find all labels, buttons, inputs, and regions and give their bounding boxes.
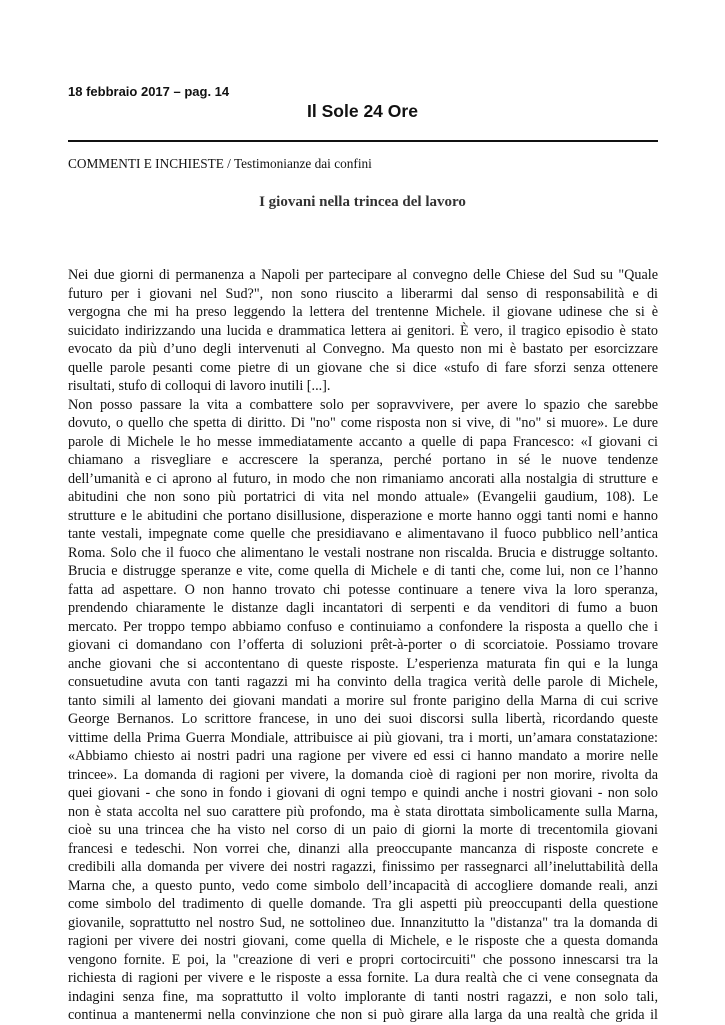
article-line: come simbolo del tradimento di quelle domande. Tra gli aspetti più preoccupanti della questione — [68, 896, 658, 912]
article-line: dovuto, o quello che spetta di diritto. Di "no" come risposta non si vive, di "no" si muore». Le dure — [68, 415, 658, 431]
article-line: cioè su una trincea che ha visto nel corso di un paio di giorni la morte di trecentomila giovani — [68, 822, 658, 838]
article-line: non è stata accolta nel suo carattere più profondo, ma è stata dirottata simbolicamente sulla Marna, — [68, 803, 658, 820]
article-line: Non posso passare la vita a combattere solo per sopravvivere, per avere lo spazio che sarebbe — [68, 396, 658, 413]
article-line: anche giovani che si accontentano di queste risposte. L’esperienza maturata fin qui e la lunga — [68, 655, 658, 672]
article-line: richiesta di ragioni per vivere e le risposte a essa fornite. La dura realtà che ci vene consegnata da — [68, 970, 658, 986]
article-line: francesi e tedeschi. Non vorrei che, dinanzi alla preoccupante mancanza di risposte concrete e — [68, 840, 658, 857]
article-line: consuetudine avuta con tanti ragazzi mi ha convinto della tragica verità delle parole di Michele, — [68, 674, 658, 690]
article-line: abitudini che non sono più portatrici di vita nel mondo attuale» (Evangelii gaudium, 108). Le — [68, 489, 658, 505]
article-line: Nei due giorni di permanenza a Napoli per partecipare al convegno delle Chiese del Sud su "Quale — [68, 267, 658, 283]
article-line: risultati, stufo di colloqui di lavoro inutili [...]. — [68, 378, 331, 394]
date-page-label: 18 febbraio 2017 – pag. 14 — [68, 84, 230, 99]
article-line: giovani ci domandano con l’offerta di soluzioni prêt-à-porter o di scorciatoie. Possiamo trovare — [68, 637, 658, 653]
article-line: trincee». La domanda di ragioni per vivere, la domanda cioè di ragioni per non morire, rivolta da — [68, 766, 658, 783]
article-line: credibili alla domanda per vivere dei nostri ragazzi, finissimo per rassegnarci all’ineluttabilità della — [68, 859, 658, 875]
section-label: COMMENTI E INCHIESTE / Testimonianze dai confini — [68, 156, 372, 171]
article-line: futuro per i giovani nel Sud?", non sono riuscito a liberarmi dal senso di responsabilità e di — [68, 285, 658, 302]
article-line: tanto simili al lamento dei giovani mandati a morire sul fronte parigino della Marna di cui scrive — [68, 692, 658, 709]
article-line: fatta ad aspettare. O non hanno trovato chi potesse continuare a tenere viva la loro speranza, — [68, 581, 658, 598]
article-line: evocato da più d’uno degli intervenuti al Convegno. Ma questo non mi è bastato per esorcizzare — [68, 341, 658, 357]
article-line: mercato. Per troppo tempo abbiamo confuso e continuiamo a confondere la risposta a quello che i — [68, 618, 658, 635]
article-line: indagini senza fine, ma soprattutto il volto implorante di tanti nostri ragazzi, e non solo tali, — [68, 988, 658, 1005]
article-line: vittime della Prima Guerra Mondiale, attribuisce ai più giovani, tra i morti, un’amara constatazione: — [68, 729, 658, 746]
article-body — [68, 266, 658, 1025]
article-line: chiamano a risvegliare e accrescere la speranza, perché portano in sé le nuove tendenze — [68, 452, 658, 468]
article-headline: I giovani nella trincea del lavoro — [259, 194, 466, 210]
article-line: giovanile, soprattutto nel nostro Sud, ne sottolineo due. Innanzitutto la "distanza" tra la domanda di — [68, 914, 658, 931]
article-line: vergogna che mi ha preso leggendo la lettera del trentenne Michele. il giovane udinese che si è — [68, 304, 658, 320]
article-line: dell’umanità e ci aprono al futuro, in modo che non rimaniamo ancorati alla nostalgia di strutture e — [68, 470, 658, 487]
article-line: Brucia e distrugge speranze e vite, come quella di Michele e di tanti che, come lui, non ce l’hanno — [68, 563, 658, 579]
article-line: prendendo chiaramente le distanze dagli incantatori di serpenti e da venditori di fumo a buon — [68, 600, 658, 616]
article-line: ragioni per vivere dei nostri giovani, come quella di Michele, e le risposte che a questa domanda — [68, 933, 658, 949]
article-line: «Abbiamo chiesto ai nostri padri una ragione per vivere ed essi ci hanno mandato a morire nelle — [68, 748, 658, 764]
article-line: Roma. Solo che il fuoco che alimentano le vestali nostrane non riscalda. Brucia e distrugge soltanto. — [68, 544, 658, 561]
article-line: parole di Michele le ho messe immediatamente accanto a quelle di papa Francesco: «I giovani ci — [68, 433, 658, 450]
article-line: suicidato indirizzando una lucida e drammatica lettera ai genitori. È vero, il tragico episodio è stato — [68, 322, 658, 339]
header-divider — [68, 140, 658, 142]
article-line: quei giovani - che sono in fondo i giovani di ogni tempo e quindi anche i nostri giovani - non solo — [68, 785, 658, 801]
article-line: strutture e le abitudini che portano disillusione, disperazione e morte hanno oggi tanti nomi e hanno — [68, 507, 658, 524]
publication-name: Il Sole 24 Ore — [307, 101, 418, 121]
article-line: continua a mantenermi nella convinzione che non si può girare alla larga da una realtà che grida il — [68, 1007, 658, 1023]
article-line: George Bernanos. Lo scrittore francese, in uno dei suoi discorsi sulla libertà, ricordando queste — [68, 711, 658, 727]
article-line: vengono fornite. E poi, la "creazione di veri e propri cortocircuiti" che possono innescarsi tra la — [68, 951, 658, 968]
article-line: tante vestali, impegnate come quelle che presidiavano e alimentavano il fuoco pubblico nell’antica — [68, 526, 658, 542]
article-line: Marna che, a questo punto, vedo come simbolo dell’incapacità di accogliere domande reali, anzi — [68, 877, 658, 894]
article-line: quelle parole pesanti come pietre di un giovane che si dice «stufo di fare sforzi senza ottenere — [68, 359, 658, 376]
